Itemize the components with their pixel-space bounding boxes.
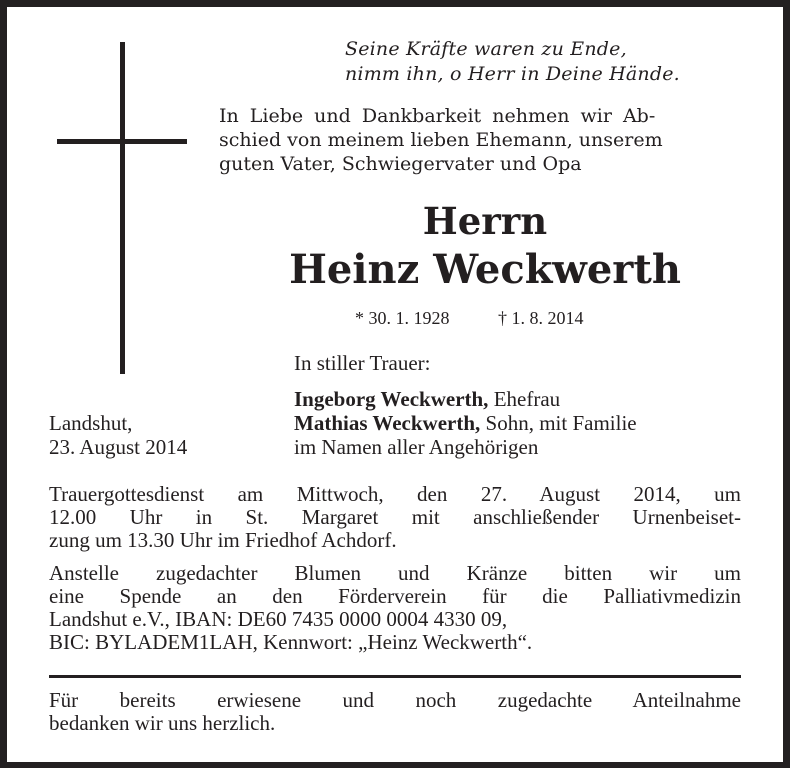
service-details xyxy=(49,483,741,552)
notice-date: 23. August 2014 xyxy=(49,435,188,459)
intro-text xyxy=(219,104,741,176)
service-line: Trauergottesdienst am Mittwoch, den 27. August 2014, um xyxy=(49,482,741,506)
deceased-name: Heinz Weckwerth xyxy=(289,246,681,293)
thanks-text xyxy=(49,689,741,735)
thanks-line: bedanken wir uns herzlich. xyxy=(49,711,276,735)
thanks-line: Für bereits erwiesene und noch zugedachte Anteilnahme xyxy=(49,688,741,712)
intro-line: schied von meinem lieben Ehemann, unserem xyxy=(219,129,663,151)
mourner-relation: Ehefrau xyxy=(488,387,561,411)
motto-verse xyxy=(345,37,680,87)
mourner-relation: Sohn, mit Familie xyxy=(480,411,637,435)
donation-line: BIC: BYLADEM1LAH, Kennwort: „Heinz Weckwerth“. xyxy=(49,630,533,654)
obituary-notice xyxy=(7,7,783,762)
intro-line: guten Vater, Schwiegervater und Opa xyxy=(219,153,582,175)
birth-date: * 30. 1. 1928 xyxy=(355,308,450,328)
life-dates xyxy=(355,307,584,329)
mourner-entry xyxy=(294,388,560,411)
donation-line: Landshut e.V., IBAN: DE60 7435 0000 0004 4330 09, xyxy=(49,607,508,631)
divider xyxy=(49,675,741,678)
death-date: † 1. 8. 2014 xyxy=(498,308,584,328)
mourners-heading: In stiller Trauer: xyxy=(294,351,431,375)
mourner-entry xyxy=(294,412,637,435)
intro-line: In Liebe und Dankbarkeit nehmen wir Ab- xyxy=(219,105,656,127)
donation-line: Anstelle zugedachter Blumen und Kränze bitten wir um xyxy=(49,561,741,585)
cross-icon-horizontal xyxy=(57,139,187,144)
service-line: zung um 13.30 Uhr im Friedhof Achdorf. xyxy=(49,528,397,552)
place: Landshut, xyxy=(49,411,133,435)
mourner-name: Ingeborg Weckwerth, xyxy=(294,387,489,411)
service-line: 12.00 Uhr in St. Margaret mit anschließender Urnenbeiset- xyxy=(49,505,741,529)
motto-line: nimm ihn, o Herr in Deine Hände. xyxy=(345,63,680,85)
donation-details xyxy=(49,562,741,654)
donation-line: eine Spende an den Förderverein für die Palliativmedizin xyxy=(49,584,741,608)
motto-line: Seine Kräfte waren zu Ende, xyxy=(345,38,627,60)
mourners-closing: im Namen aller Angehörigen xyxy=(294,435,539,459)
deceased-salutation: Herrn xyxy=(422,199,548,243)
mourner-name: Mathias Weckwerth, xyxy=(294,411,481,435)
